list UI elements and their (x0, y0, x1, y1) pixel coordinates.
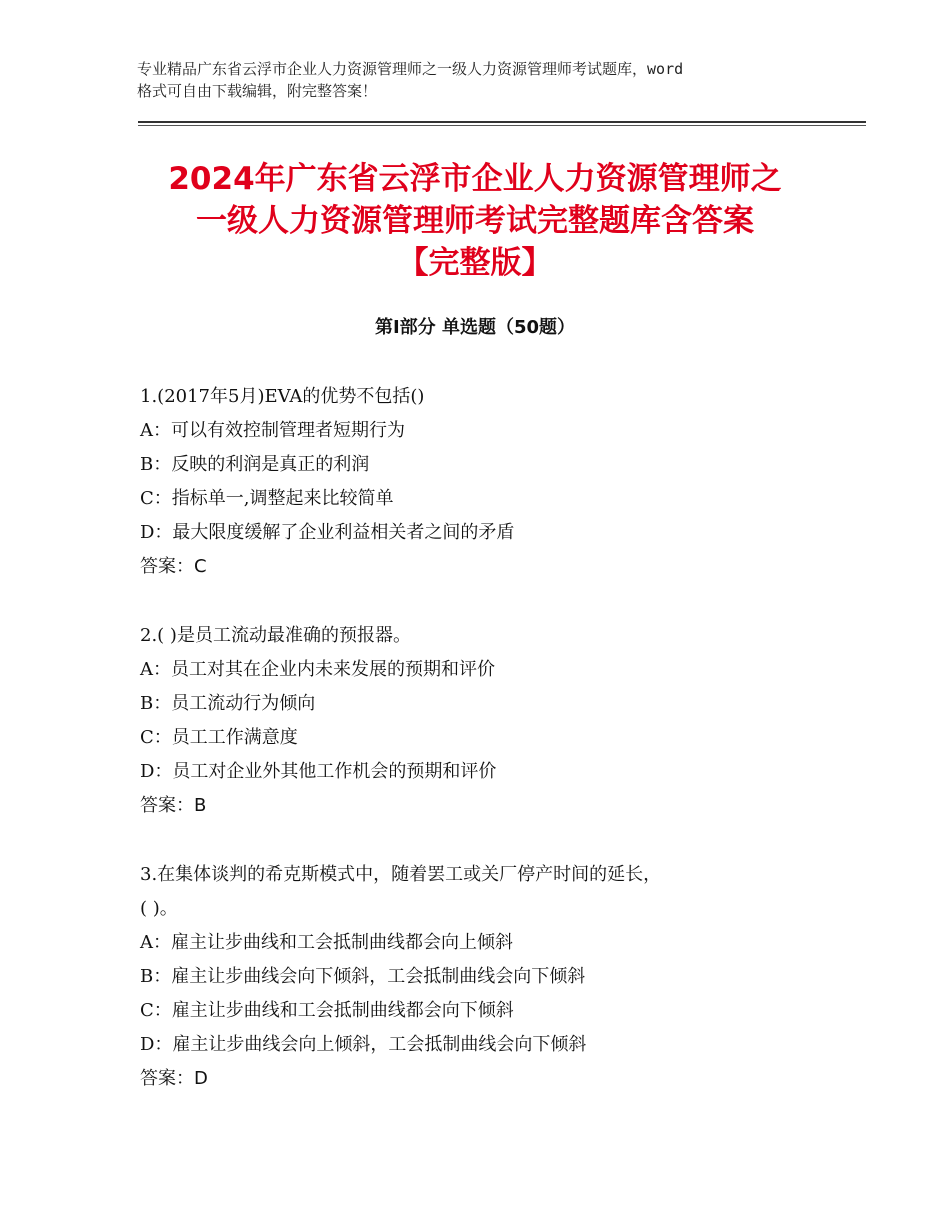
answer-label: 答案：B (140, 795, 207, 816)
document-title-line: 【完整版】 (397, 245, 553, 281)
option-a: A：雇主让步曲线和工会抵制曲线都会向上倾斜 (140, 932, 513, 953)
question-stem-continued: ( )。 (140, 898, 178, 919)
answer-label: 答案：C (140, 556, 207, 577)
option-b: B：反映的利润是真正的利润 (140, 454, 370, 475)
question-item (140, 858, 860, 1096)
document-title-line: 一级人力资源管理师考试完整题库含答案 (196, 203, 754, 239)
option-c: C：指标单一,调整起来比较简单 (140, 488, 394, 509)
option-a: A：员工对其在企业内未来发展的预期和评价 (140, 659, 495, 680)
question-stem: 1.(2017年5月)EVA的优势不包括() (140, 386, 425, 407)
question-item (140, 380, 860, 584)
option-d: D：员工对企业外其他工作机会的预期和评价 (140, 761, 497, 782)
option-d: D：雇主让步曲线会向上倾斜，工会抵制曲线会向下倾斜 (140, 1034, 587, 1055)
document-title-line: 2024年广东省云浮市企业人力资源管理师之 (168, 161, 782, 197)
question-stem: 2.( )是员工流动最准确的预报器。 (140, 625, 411, 646)
question-list (140, 380, 860, 1131)
header-divider-thin (138, 125, 866, 126)
header-note-line: 专业精品广东省云浮市企业人力资源管理师之一级人力资源管理师考试题库，word (137, 60, 684, 78)
header-note-line: 格式可自由下载编辑，附完整答案！ (137, 82, 378, 100)
option-b: B：员工流动行为倾向 (140, 693, 316, 714)
document-title (100, 158, 850, 284)
option-d: D：最大限度缓解了企业利益相关者之间的矛盾 (140, 522, 515, 543)
option-a: A：可以有效控制管理者短期行为 (140, 420, 405, 441)
option-c: C：雇主让步曲线和工会抵制曲线都会向下倾斜 (140, 1000, 514, 1021)
header-divider-thick (138, 121, 866, 123)
option-c: C：员工工作满意度 (140, 727, 298, 748)
answer-label: 答案：D (140, 1068, 208, 1089)
header-note (137, 58, 837, 102)
question-stem: 3.在集体谈判的希克斯模式中，随着罢工或关厂停产时间的延长， (140, 864, 662, 885)
section-title: 第Ⅰ部分 单选题（50题） (374, 317, 575, 338)
option-b: B：雇主让步曲线会向下倾斜，工会抵制曲线会向下倾斜 (140, 966, 586, 987)
question-item (140, 619, 860, 823)
